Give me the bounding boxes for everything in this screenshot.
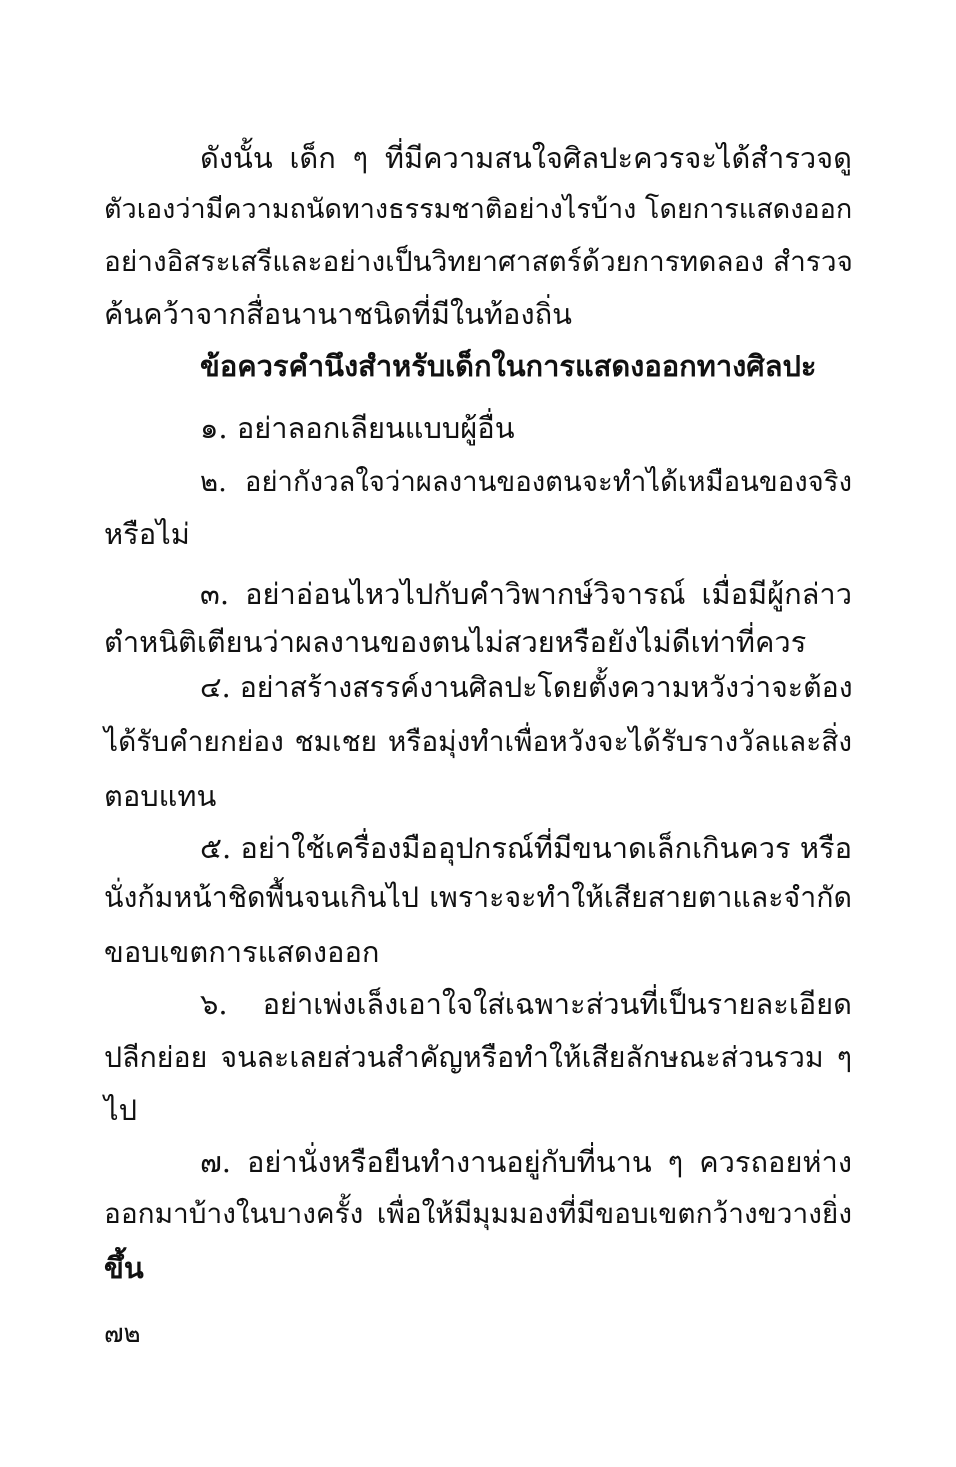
section-heading: ข้อควรคำนึงสำหรับเด็กในการแสดงออกทางศิลปะ: [200, 349, 817, 383]
list-item-2-line-1: ๒. อย่ากังวลใจว่าผลงานของตนจะทำได้เหมือนของจริง: [200, 466, 852, 498]
intro-line-4: ค้นคว้าจากสื่อนานาชนิดที่มีในท้องถิ่น: [104, 297, 572, 331]
list-item-1-line-1: ๑. อย่าลอกเลียนแบบผู้อื่น: [200, 411, 515, 445]
intro-line-1: ดังนั้น เด็ก ๆ ที่มีความสนใจศิลปะควรจะได้สำรวจดู: [200, 141, 852, 175]
intro-line-3: อย่างอิสระเสรีและอย่างเป็นวิทยาศาสตร์ด้วยการทดลอง สำรวจ: [104, 245, 853, 278]
list-item-3-line-1: ๓. อย่าอ่อนไหวไปกับคำวิพากษ์วิจารณ์ เมื่อมีผู้กล่าว: [200, 577, 852, 611]
list-item-5-line-3: ขอบเขตการแสดงออก: [104, 935, 380, 969]
list-item-7-line-2: ออกมาบ้างในบางครั้ง เพื่อให้มีมุมมองที่มีขอบเขตกว้างขวางยิ่ง: [104, 1197, 852, 1230]
list-item-2-line-2: หรือไม่: [104, 517, 190, 551]
list-item-7-line-3: ขึ้น: [104, 1251, 144, 1285]
list-item-4-line-2: ได้รับคำยกย่อง ชมเชย หรือมุ่งทำเพื่อหวังจะได้รับรางวัลและสิ่ง: [104, 725, 852, 758]
list-item-5-line-2: นั่งก้มหน้าชิดพื้นจนเกินไป เพราะจะทำให้เสียสายตาและจำกัด: [104, 881, 852, 914]
list-item-4-line-3: ตอบแทน: [104, 779, 217, 813]
list-item-5-line-1: ๕. อย่าใช้เครื่องมืออุปกรณ์ที่มีขนาดเล็กเกินควร หรือ: [200, 831, 852, 865]
list-item-4-line-1: ๔. อย่าสร้างสรรค์งานศิลปะโดยตั้งความหวังว่าจะต้อง: [200, 671, 853, 704]
page-number: ๗๒: [104, 1319, 141, 1349]
intro-line-2: ตัวเองว่ามีความถนัดทางธรรมชาติอย่างไรบ้าง โดยการแสดงออก: [104, 194, 853, 225]
list-item-6-line-3: ไป: [104, 1093, 137, 1127]
list-item-7-line-1: ๗. อย่านั่งหรือยืนทำงานอยู่กับที่นาน ๆ ควรถอยห่าง: [200, 1145, 852, 1179]
list-item-6-line-2: ปลีกย่อย จนละเลยส่วนสำคัญหรือทำให้เสียลักษณะส่วนรวม ๆ: [104, 1041, 852, 1074]
list-item-3-line-2: ตำหนิติเตียนว่าผลงานของตนไม่สวยหรือยังไม่ดีเท่าที่ควร: [104, 625, 807, 659]
list-item-6-line-1: ๖. อย่าเพ่งเล็งเอาใจใส่เฉพาะส่วนที่เป็นรายละเอียด: [200, 987, 852, 1021]
